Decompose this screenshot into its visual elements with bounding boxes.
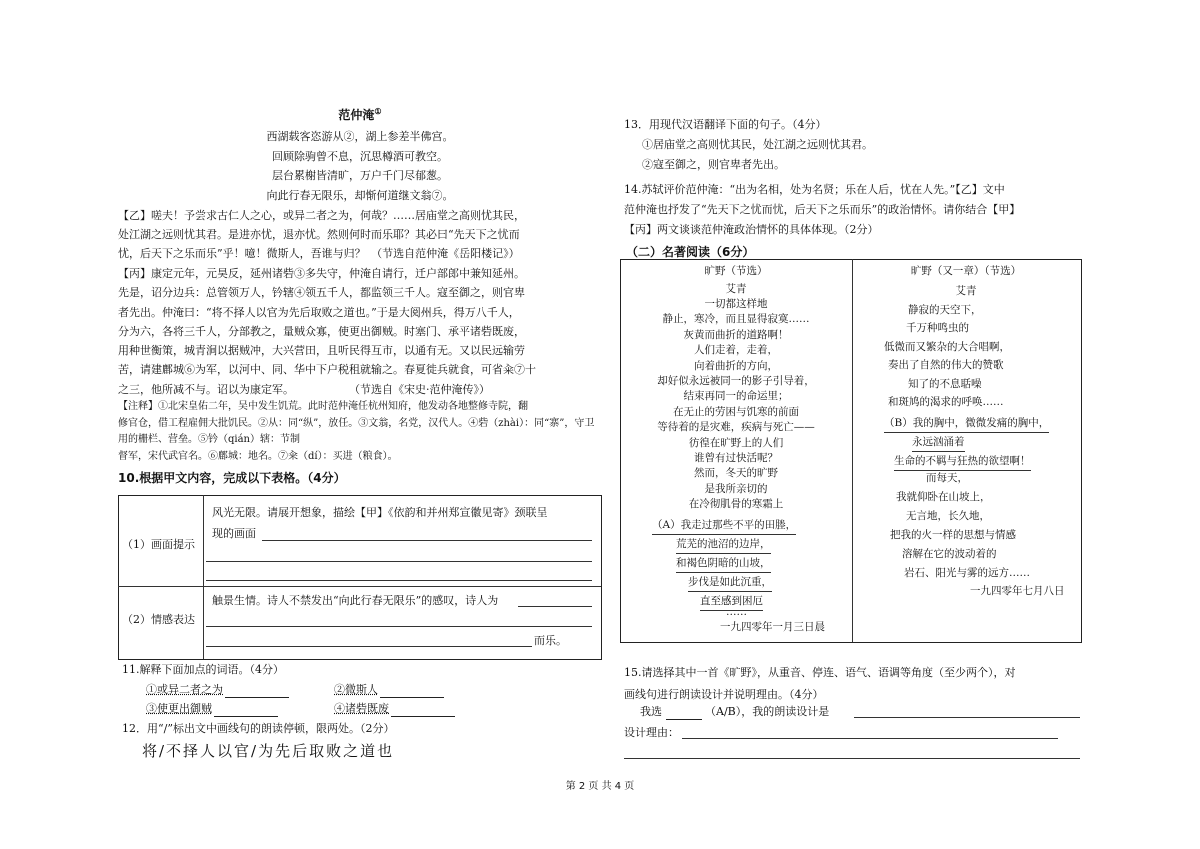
q14-line: 【丙】两文谈谈范仲淹政治情怀的具体体现。（2分）: [624, 223, 879, 236]
poem-line: 结束再同一的命运里；: [683, 390, 789, 403]
q13-item: ②寇至御之，则官卑者先出。: [642, 158, 785, 171]
answer-line[interactable]: [206, 561, 592, 562]
underlined-line: 直至感到困厄: [700, 593, 763, 611]
poem-line: 彷徨在旷野上的人们: [688, 436, 784, 449]
underlined-line: （B）我的胸中，微微发痛的胸中，: [884, 415, 1049, 433]
table-divider: [203, 495, 204, 659]
underlined-line: 步伐是如此沉重，: [688, 574, 772, 592]
poem-line: 和斑鸠的渴求的呼唤……: [888, 396, 1004, 409]
passage-line: 【乙】嗟夫！予尝求古仁人之心，或异二者之为，何哉？……居庙堂之高则忧其民，: [118, 209, 525, 222]
note-line: 【注释】①北宋皇佑二年，吴中发生饥荒。此时范仲淹任杭州知府，他发动各地整修寺院，翻: [118, 401, 528, 412]
q15-reason-label: 设计理由：: [624, 726, 679, 739]
poem-line: 岩石、阳光与雾的远方……: [904, 567, 1030, 579]
q15: [624, 662, 1016, 706]
q15-line: 15.请选择其中一首《旷野》，从重音、停连、语气、语调等角度（至少两个），对: [624, 666, 1016, 679]
underlined-line: 荒芜的池沼的边岸，: [676, 536, 771, 554]
poem-line: 静止，寒冷，而且显得寂寞……: [662, 313, 810, 326]
poemA-title: 旷野（节选）: [704, 265, 768, 277]
passage-line: 【丙】康定元年，元昊反，延州诸砦③多失守，仲淹自请行，迁户部郎中兼知延州。: [118, 267, 525, 280]
poem-line: 在冷彻肌骨的寒霜上: [688, 498, 784, 511]
q10-row2-label: （2）情感表达: [122, 613, 195, 626]
q13-label: 13．用现代汉语翻译下面的句子。（4分）: [624, 118, 827, 131]
poem-line: 向着曲折的方向，: [694, 359, 778, 372]
poem-line: 把我的火一样的思想与情感: [890, 529, 1016, 541]
poem-line: 奏出了自然的伟大的赞歌: [888, 359, 1004, 372]
poem-line: 灰黄而曲折的道路啊！: [683, 328, 789, 341]
poemB-underlined: [884, 414, 1049, 471]
poem-title: 范仲淹①: [338, 106, 382, 122]
reading-divider: [852, 259, 853, 642]
poemB-lines2: [854, 469, 1078, 583]
underlined-line: （A）我走过那些不平的田塍，: [652, 517, 796, 535]
poem-line: 西湖载客恣游从②，湖上参差半佛宫。: [266, 130, 454, 143]
poem-line: 谁曾有过快活呢？: [694, 452, 778, 465]
q15-choice-mid: （A/B），我的朗读设计是: [705, 705, 830, 718]
answer-blank[interactable]: [225, 685, 289, 698]
notes: [118, 399, 598, 465]
poem-line: 在无止的劳困与饥寒的前面: [673, 405, 799, 418]
q15-choice-prefix: 我选: [640, 705, 662, 718]
poem-line: 我就仰卧在山坡上，: [896, 491, 991, 503]
poemB-lines: [854, 301, 1078, 411]
underlined-line: 永远汹涌着: [912, 434, 965, 452]
q11-item: ④诸砦既废: [334, 700, 455, 717]
q10-row2-end: 而乐。: [534, 634, 567, 647]
answer-blank[interactable]: [391, 704, 455, 717]
poem-line: 千万种鸣虫的: [906, 322, 969, 335]
answer-line[interactable]: [206, 646, 532, 647]
passage-line: 苦，请建鄜城⑥为军，以河中、同、华中下户税租就输之。春夏徙兵就食，可省籴⑦十: [118, 363, 536, 377]
q14: [624, 180, 1020, 240]
passage-line: 用种世衡策，城青涧以据贼冲，大兴营田，且听民得互市，以通有无。又以民远输劳: [118, 344, 525, 358]
section2-label: （二）名著阅读（6分）: [626, 245, 755, 259]
poem-line: 却好似永远被同一的影子引导着，: [657, 375, 815, 388]
page-number: 第 2 页 共 4 页: [565, 781, 635, 792]
poem-line: 知了的不息聒噪: [908, 377, 982, 390]
answer-line[interactable]: [262, 540, 592, 541]
poemB: [854, 264, 1078, 299]
table-divider: [118, 586, 601, 587]
poem-line: 一切都这样地: [704, 298, 768, 310]
passage-line: 先是，诏分边兵：总管领万人，钤辖④领五千人，都监领三千人。寇至御之，则官卑: [118, 286, 525, 300]
passage-line: 分为六，各将三千人，分部教之，量贼众寡，使更出御贼。时塞门、承平诸砦既废，: [118, 324, 525, 338]
q14-line: 范仲淹也抒发了“先天下之忧而忧，后天下之乐而乐”的政治情怀。请你结合【甲】: [624, 203, 1021, 216]
passage-line: 之三，他所减不与。诏以为康定军。 （节选自《宋史·范仲淹传》）: [118, 382, 490, 396]
answer-line[interactable]: [854, 717, 1080, 718]
poem-line: 向此行春无限乐，却惭何道继文翁⑦。: [266, 188, 454, 202]
poem-line: 然而，冬天的旷野: [694, 467, 778, 480]
poemA: [622, 264, 850, 513]
poemB-date: 一九四零年七月八日: [970, 585, 1065, 597]
poemA-author: 艾青: [725, 282, 747, 295]
q10-row1-label: （1）画面提示: [122, 538, 195, 551]
answer-blank[interactable]: [666, 707, 702, 720]
q10-label: 10.根据甲文内容，完成以下表格。（4分）: [118, 471, 346, 485]
poem-line: 溶解在它的波动着的: [902, 548, 997, 560]
poemA-underlined: [652, 516, 796, 611]
answer-line[interactable]: [624, 758, 1080, 759]
underlined-line: 生命的不羁与狂热的欲望啊！: [894, 453, 1031, 471]
note-line: 修官仓，借工程雇佣大批饥民。②从：同“纵”，放任。③文翁，名党，汉代人。④砦（zhài）：同“寨”，守卫用的栅栏、营垒。⑤钤（qián）辖：节制: [118, 417, 595, 445]
poem-block: [120, 106, 600, 123]
poem-line: 等待着的是灾难，疾病与死亡——: [657, 421, 815, 434]
poemA-ellipsis: ……: [726, 606, 747, 618]
answer-line[interactable]: [518, 606, 592, 607]
q13-item: ①居庙堂之高则忧其民，处江湖之远则忧其君。: [642, 138, 873, 151]
passage-line: 忧，后天下之乐而乐”乎！噫！微斯人，吾谁与归？ （节选自范仲淹《岳阳楼记》）: [118, 247, 520, 261]
poem-lines: [120, 127, 600, 205]
underlined-line: 和褐色阴暗的山坡，: [676, 555, 771, 573]
note-line: 督军，宋代武官名。⑥鄜城：地名。⑦籴（dí）：买进（粮食）。: [118, 450, 398, 462]
poem-line: 人们走着，走着，: [694, 344, 778, 357]
passage-line: 处江湖之远则忧其君。是进亦忧，退亦忧。然则何时而乐耶？其必曰“先天下之忧而: [118, 228, 520, 242]
q10-row1-text-b: 现的画面: [212, 527, 256, 540]
answer-line[interactable]: [206, 626, 592, 627]
poem-line: 低微而又繁杂的大合唱啊，: [884, 340, 1010, 353]
q12-handwritten-answer: 将/不择人以官/为先后取败之道也: [142, 742, 395, 760]
q14-line: 14.苏轼评价范仲淹：“出为名相，处为名贤；乐在人后，忧在人先。”【乙】文中: [624, 183, 1005, 196]
q11-label: 11.解释下面加点的词语。（4分）: [122, 663, 284, 676]
poemA-date: 一九四零年一月三日晨: [720, 621, 825, 633]
answer-blank[interactable]: [380, 685, 444, 698]
passage-yi: [118, 206, 598, 264]
q10-row2-text-a: 触景生情。诗人不禁发出“向此行春无限乐”的感叹，诗人为: [212, 594, 499, 607]
passage-bing: [118, 264, 598, 399]
poemB-author: 艾青: [955, 284, 977, 297]
answer-blank[interactable]: [214, 704, 278, 717]
passage-line: 者先出。仲淹曰：“将不择人以官为先后取败之道也。”于是大阅州兵，得万八千人，: [118, 305, 520, 319]
q15-line: 画线句进行朗读设计并说明理由。（4分）: [624, 688, 824, 701]
poem-line: 而每天，: [926, 472, 968, 484]
q15-choice: [640, 703, 829, 720]
q10-row1-text-a: 风光无限。请展开想象，描绘【甲】《依韵和并州郑宣徽见寄》颈联呈: [212, 506, 548, 519]
poem-line: 层台累榭皆清旷，万户千门尽郁葱。: [272, 169, 448, 182]
q11-item: ①或异二者之为: [146, 681, 289, 698]
answer-line[interactable]: [682, 738, 1058, 739]
poem-line: 是我所亲切的: [704, 482, 768, 495]
answer-line[interactable]: [206, 580, 592, 581]
poem-line: 回顾除驹曾不息，沉思樽酒可教空。: [272, 149, 448, 163]
q12-label: 12．用“/”标出文中画线句的朗读停顿，限两处。（2分）: [122, 722, 395, 735]
q11-item: ③使更出御贼: [146, 700, 278, 717]
q11-item: ②微斯人: [334, 681, 444, 698]
poem-line: 无言地，长久地，: [906, 510, 990, 522]
poem-line: 静寂的天空下，: [908, 304, 982, 316]
poemB-title: 旷野（又一章）（节选）: [910, 265, 1022, 277]
